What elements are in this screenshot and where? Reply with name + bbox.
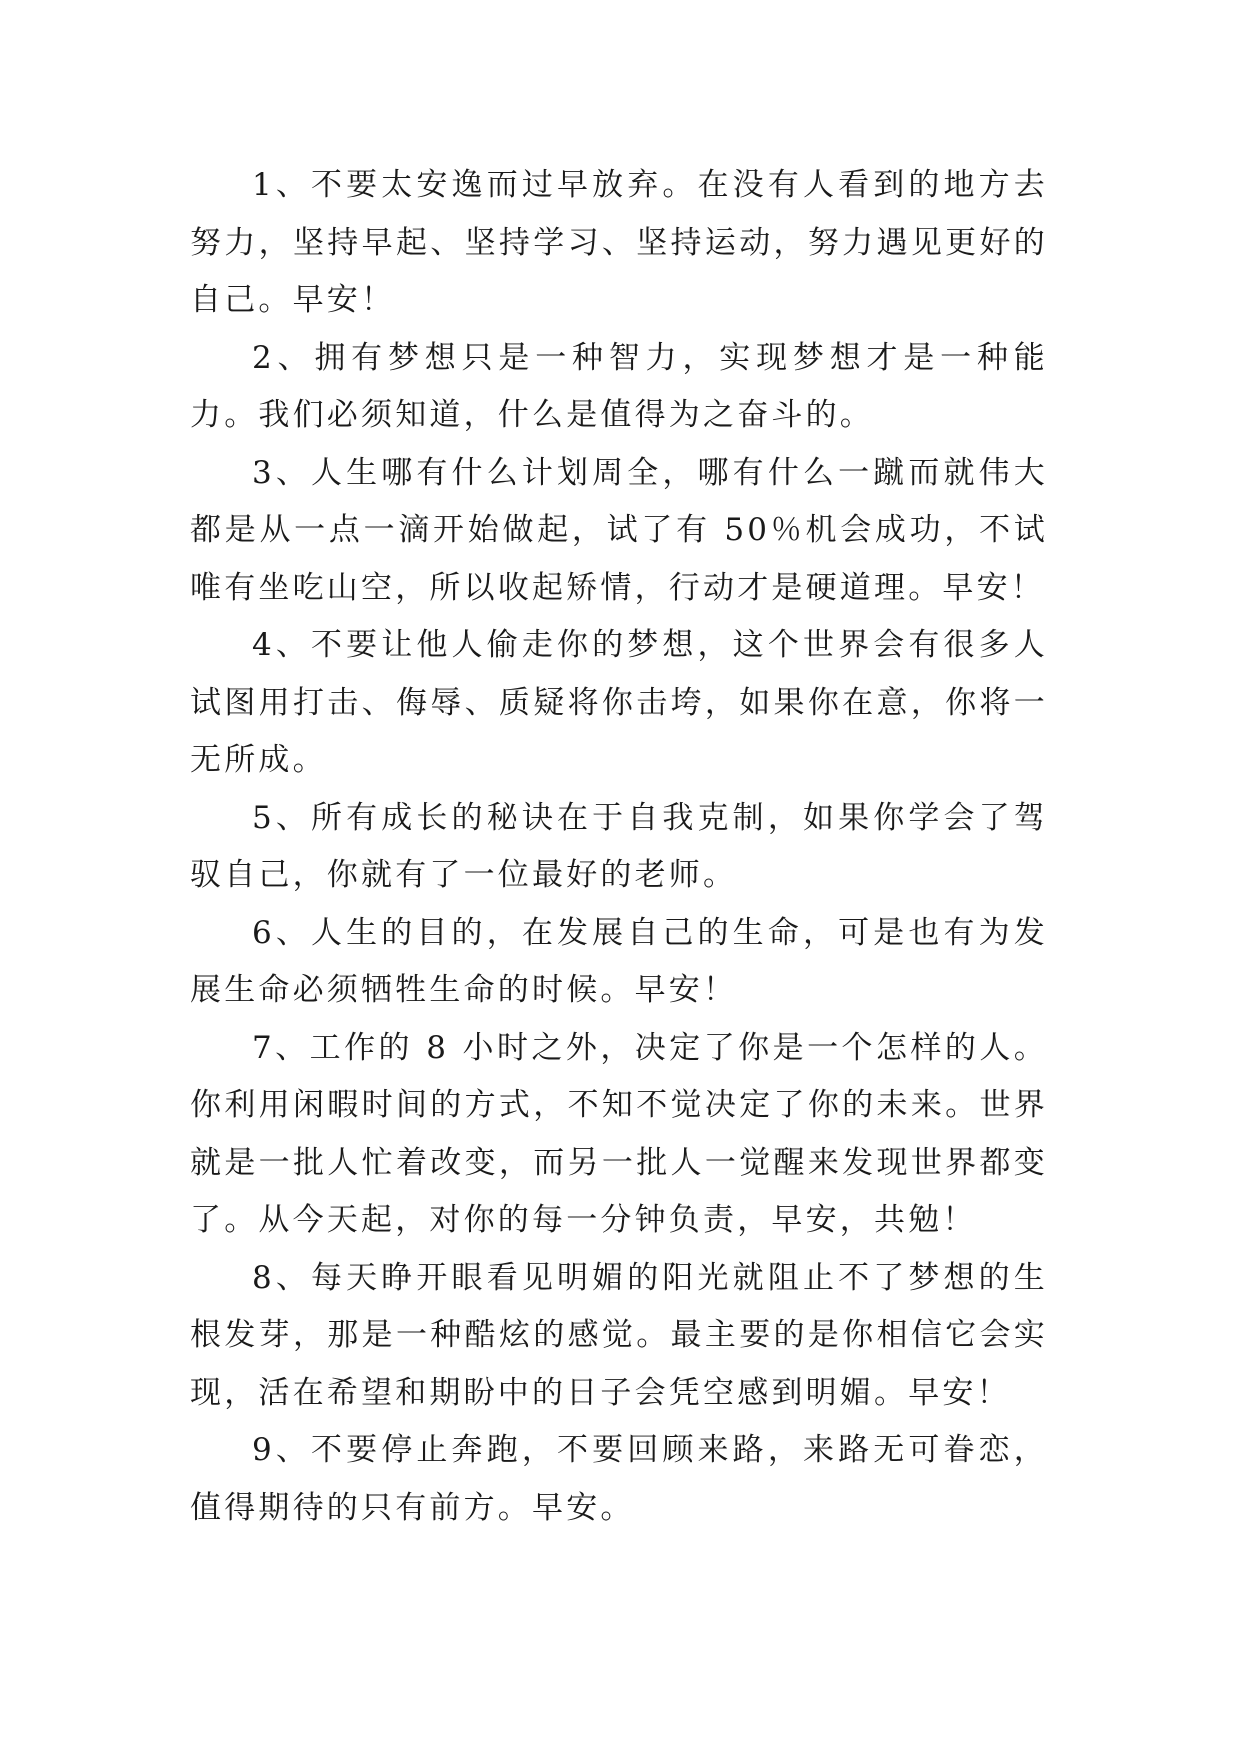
paragraph-7: 7、工作的 8 小时之外，决定了你是一个怎样的人。你利用闲暇时间的方式，不知不觉决定了你的未来。世界就是一批人忙着改变，而另一批人一觉醒来发现世界都变了。从今天起，对你的每一分钟负责，早安，共勉！ [190,1029,1048,1238]
paragraph-2: 2、拥有梦想只是一种智力，实现梦想才是一种能力。我们必须知道，什么是值得为之奋斗的。 [190,339,1048,433]
document-body [190,157,1048,1537]
paragraph-6: 6、人生的目的，在发展自己的生命，可是也有为发展生命必须牺牲生命的时候。早安！ [190,914,1048,1008]
paragraph-3: 3、人生哪有什么计划周全，哪有什么一蹴而就伟大都是从一点一滴开始做起，试了有 50％机会成功，不试唯有坐吃山空，所以收起矫情，行动才是硬道理。早安！ [190,454,1048,606]
paragraph-1: 1、不要太安逸而过早放弃。在没有人看到的地方去努力，坚持早起、坚持学习、坚持运动，努力遇见更好的自己。早安！ [190,167,1048,318]
paragraph-8: 8、每天睁开眼看见明媚的阳光就阻止不了梦想的生根发芽，那是一种酷炫的感觉。最主要的是你相信它会实现，活在希望和期盼中的日子会凭空感到明媚。早安！ [190,1259,1048,1411]
paragraph-4: 4、不要让他人偷走你的梦想，这个世界会有很多人试图用打击、侮辱、质疑将你击垮，如果你在意，你将一无所成。 [190,627,1048,778]
paragraph-9: 9、不要停止奔跑，不要回顾来路，来路无可眷恋，值得期待的只有前方。早安。 [190,1432,1048,1526]
paragraph-5: 5、所有成长的秘诀在于自我克制，如果你学会了驾驭自己，你就有了一位最好的老师。 [190,799,1048,893]
